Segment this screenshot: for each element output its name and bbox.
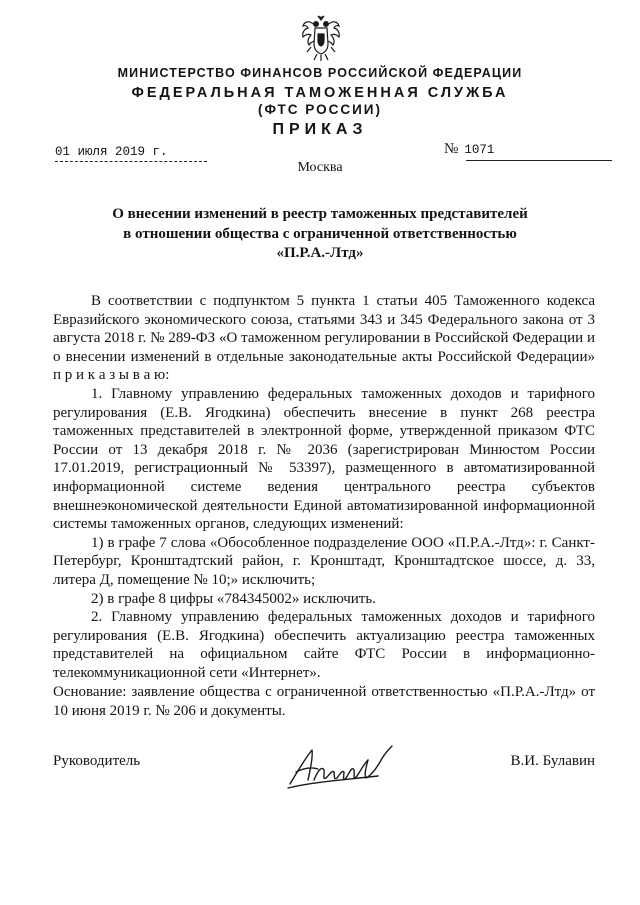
document-type: ПРИКАЗ [272,121,368,138]
subclause-2-paragraph: 2) в графе 8 цифры «784345002» исключить. [91,590,376,607]
preamble-paragraph: В соответствии с подпунктом 5 пункта 1 статьи 405 Таможенного кодекса Евразийского экономического союза, статьями 343 и 345 Федерального закона от 3 августа 2018 г. № 289-ФЗ «О таможенном регулировании в Российской Федерации и о внесении изменений в отдельные законодательные акты Российской Федерации» п р и к а з ы в а ю: [53,293,595,384]
signatory-name: В.И. Булавин [510,753,595,769]
city: Москва [297,160,343,175]
title-line-1: О внесении изменений в реестр таможенных представителей [112,206,528,222]
order-number [444,141,494,158]
number-sign: № [444,141,459,157]
service-short-name: (ФТС РОССИИ) [258,102,382,117]
document-body [53,292,595,682]
clause-2-paragraph: 2. Главному управлению федеральных таможенных доходов и тарифного регулирования (Е.В. Ягодкина) обеспечить актуализацию реестра таможенных представителей на официальном сайте ФТС России в информационно-телекоммуникационной сети «Интернет». [53,609,595,681]
subclause-1-paragraph: 1) в графе 7 слова «Обособленное подразделение ООО «П.Р.А.-Лтд»: г. Санкт-Петербург, Кронштадтский район, г. Кронштадт, Кронштадтское шоссе, д. 33, литера Д, помещение № 10;» исключить; [53,534,595,588]
title-line-3: «П.Р.А.-Лтд» [276,245,364,261]
order-date-value: 01 июля 2019 г. [55,145,168,159]
handwritten-signature [282,736,402,796]
order-number-value: 1071 [464,143,495,157]
basis-section [53,683,595,720]
basis-paragraph: Основание: заявление общества с ограниченной ответственностью «П.Р.А.-Лтд» от 10 июня 2019 г. № 206 и документы. [53,684,595,719]
title-line-2: в отношении общества с ограниченной ответственностью [123,225,517,242]
document-title [0,205,640,264]
clause-1-paragraph: 1. Главному управлению федеральных таможенных доходов и тарифного регулирования (Е.В. Ягодкина) обеспечить внесение в пункт 268 реестра таможенных представителей в электронной форме, утвержденной приказом ФТС России от 13 декабря 2018 г. № 2036 (зарегистрирован Минюстом России 17.01.2019, регистрационный № 53397), размещенного в автоматизированной информационной системе ведения центрального реестра субъектов внешнеэкономической деятельности Единой автоматизированной информационной системы таможенных органов, следующих изменений: [53,385,595,533]
service-name: ФЕДЕРАЛЬНАЯ ТАМОЖЕННАЯ СЛУЖБА [131,85,509,101]
signatory-position: Руководитель [53,753,141,769]
ministry-name: МИНИСТЕРСТВО ФИНАНСОВ РОССИЙСКОЙ ФЕДЕРАЦИИ [117,66,523,80]
coat-of-arms-icon [299,14,343,62]
order-date [55,145,168,159]
